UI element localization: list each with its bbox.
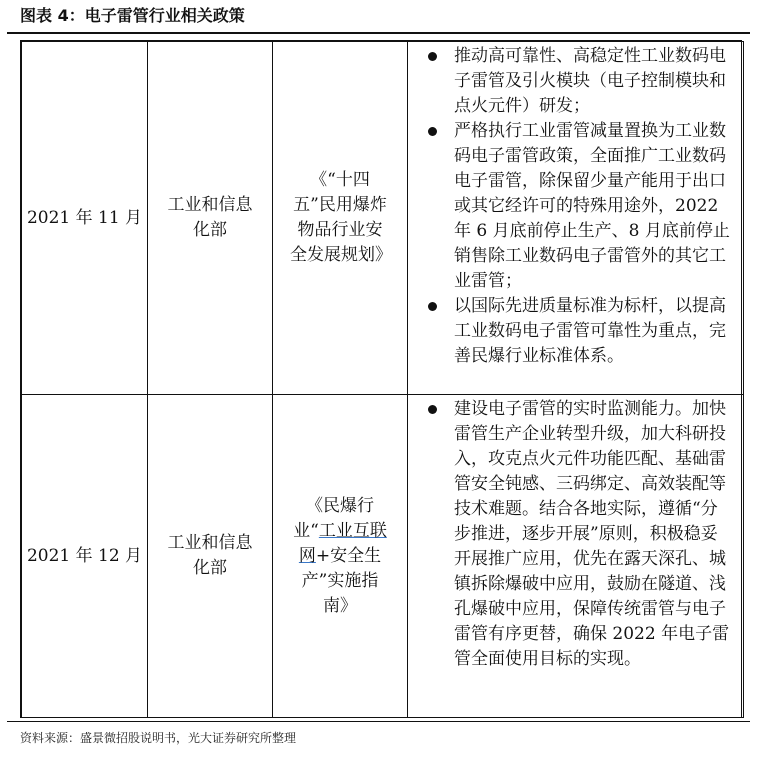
policy-cell	[273, 395, 408, 718]
list-item	[426, 397, 731, 672]
list-item	[426, 119, 731, 294]
measures-list	[426, 397, 731, 672]
department-cell	[148, 395, 273, 718]
department-cell	[148, 42, 273, 395]
policy-name-part: 《民爆行业“	[293, 495, 374, 541]
policy-name-part: +安全生产”实施指南》	[301, 545, 382, 616]
bottom-rule	[7, 721, 750, 722]
row-department: 工业和信息化部	[167, 195, 253, 240]
top-rule	[7, 32, 750, 34]
row-date: 2021 年 12 月	[26, 545, 143, 566]
bullet-icon	[428, 302, 437, 311]
bullet-icon	[428, 405, 437, 414]
bullet-icon	[428, 127, 437, 136]
row-policy-name	[290, 494, 390, 619]
list-item	[426, 44, 731, 119]
row-policy-name: 《“十四五”民用爆炸物品行业安全发展规划》	[290, 170, 392, 265]
policy-table	[21, 41, 744, 718]
bullet-icon	[428, 52, 437, 61]
policy-table-wrapper	[20, 40, 742, 718]
table-row	[22, 395, 744, 718]
table-row	[22, 42, 744, 395]
measure-text: 推动高可靠性、高稳定性工业数码电子雷管及引火模块（电子控制模块和点火元件）研发；	[454, 46, 726, 116]
source-note: 资料来源：盛景微招股说明书，光大证券研究所整理	[20, 731, 297, 745]
policy-cell	[273, 42, 408, 395]
measures-cell	[408, 42, 744, 395]
measures-list	[426, 44, 731, 369]
row-department: 工业和信息化部	[167, 533, 253, 578]
date-cell	[22, 395, 148, 718]
measures-cell	[408, 395, 744, 718]
measure-text: 建设电子雷管的实时监测能力。加快雷管生产企业转型升级，加大科研投入，攻克点火元件功能匹配、基础雷管安全钝感、三码绑定、高效装配等技术难题。结合各地实际，遵循“分步推进，逐步开展”原则，积极稳妥开展推广应用，优先在露天深孔、城镇拆除爆破中应用，鼓励在隧道、浅孔爆破中应用，保障传统雷管与电子雷管有序更替，确保 2022 年电子雷管全面使用目标的实现。	[454, 399, 730, 669]
date-cell	[22, 42, 148, 395]
measure-text: 以国际先进质量标准为标杆，以提高工业数码电子雷管可靠性为重点，完善民爆行业标准体系。	[454, 296, 726, 366]
policy-name-link[interactable]: 工业互联网	[298, 520, 387, 566]
list-item	[426, 294, 731, 369]
row-date: 2021 年 11 月	[26, 207, 143, 228]
figure-title: 图表 4：电子雷管行业相关政策	[20, 6, 245, 25]
measure-text: 严格执行工业雷管减量置换为工业数码电子雷管政策，全面推广工业数码电子雷管，除保留少量产能用于出口或其它经许可的特殊用途外，2022 年 6 月底前停止生产、8 月底前停止销售除工业数码电子雷管外的其它工业雷管；	[454, 121, 730, 291]
